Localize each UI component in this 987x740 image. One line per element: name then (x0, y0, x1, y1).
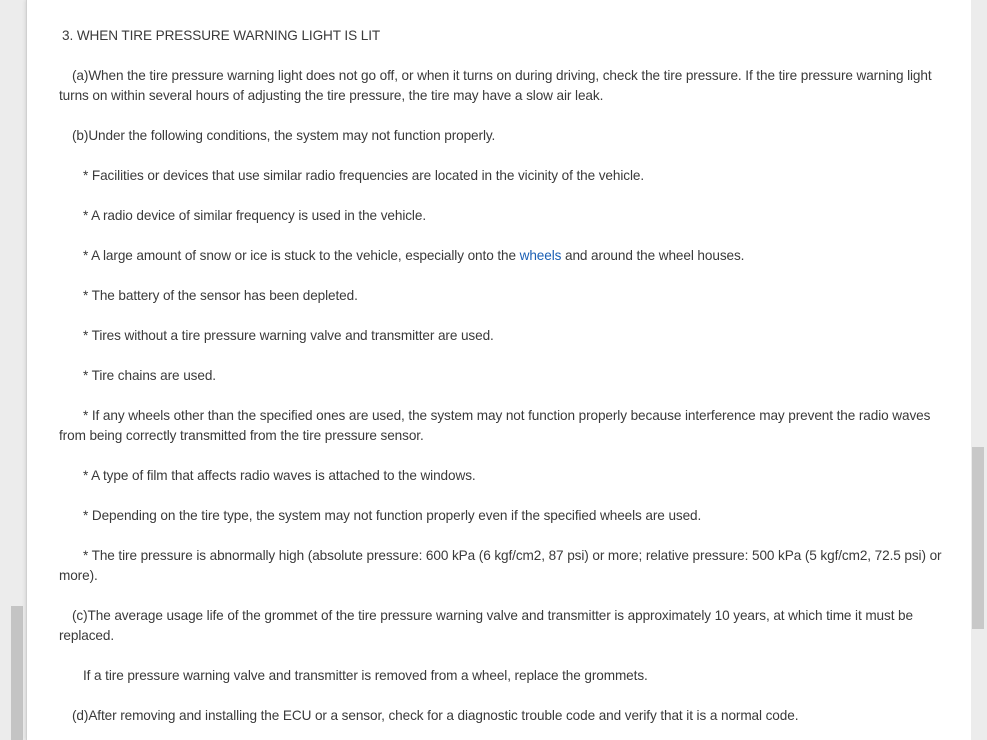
paragraph-b: (b)Under the following conditions, the system may not function properly. (72, 128, 496, 143)
bullet-item: * Depending on the tire type, the system may not function properly even if the specified wheels are used. (83, 508, 702, 523)
bullet-item: * Tires without a tire pressure warning valve and transmitter are used. (83, 328, 494, 343)
bullet-item: * A radio device of similar frequency is used in the vehicle. (83, 208, 426, 223)
document-page (26, 0, 972, 740)
bullet-item (59, 246, 959, 266)
paragraph-c-note: If a tire pressure warning valve and transmitter is removed from a wheel, replace the grommets. (83, 668, 648, 683)
right-scrollbar-track[interactable] (971, 0, 987, 740)
bullet-item: * The tire pressure is abnormally high (absolute pressure: 600 kPa (6 kgf/cm2, 87 psi) or more; relative pressure: 500 kPa (5 kgf/cm2, 72.5 psi) or more). (59, 548, 942, 583)
paragraph-c: (c)The average usage life of the grommet of the tire pressure warning valve and transmitter is approximately 10 years, at which time it must be replaced. (59, 608, 913, 643)
bullet-item: * If any wheels other than the specified ones are used, the system may not function properly because interference may prevent the radio waves from being correctly transmitted from the tire pressure sensor. (59, 408, 931, 443)
bullet-text: and around the wheel houses. (561, 248, 745, 263)
bullet-text: * A large amount of snow or ice is stuck to the vehicle, especially onto the (83, 248, 520, 263)
paragraph-a: (a)When the tire pressure warning light does not go off, or when it turns on during driving, check the tire pressure. If the tire pressure warning light turns on within several hours of adjusting the tire pressure, the tire may have a slow air leak. (59, 68, 932, 103)
right-scrollbar-thumb[interactable] (972, 447, 984, 629)
left-scrollbar-thumb[interactable] (11, 606, 23, 740)
bullet-item: * Facilities or devices that use similar radio frequencies are located in the vicinity of the vehicle. (83, 168, 645, 183)
bullet-item: * The battery of the sensor has been depleted. (83, 288, 358, 303)
paragraph-d: (d)After removing and installing the ECU or a sensor, check for a diagnostic trouble code and verify that it is a normal code. (72, 708, 799, 723)
section-heading: 3. WHEN TIRE PRESSURE WARNING LIGHT IS LIT (62, 28, 381, 43)
bullet-item: * Tire chains are used. (83, 368, 216, 383)
wheels-link[interactable]: wheels (519, 248, 562, 263)
bullet-item: * A type of film that affects radio waves is attached to the windows. (83, 468, 476, 483)
